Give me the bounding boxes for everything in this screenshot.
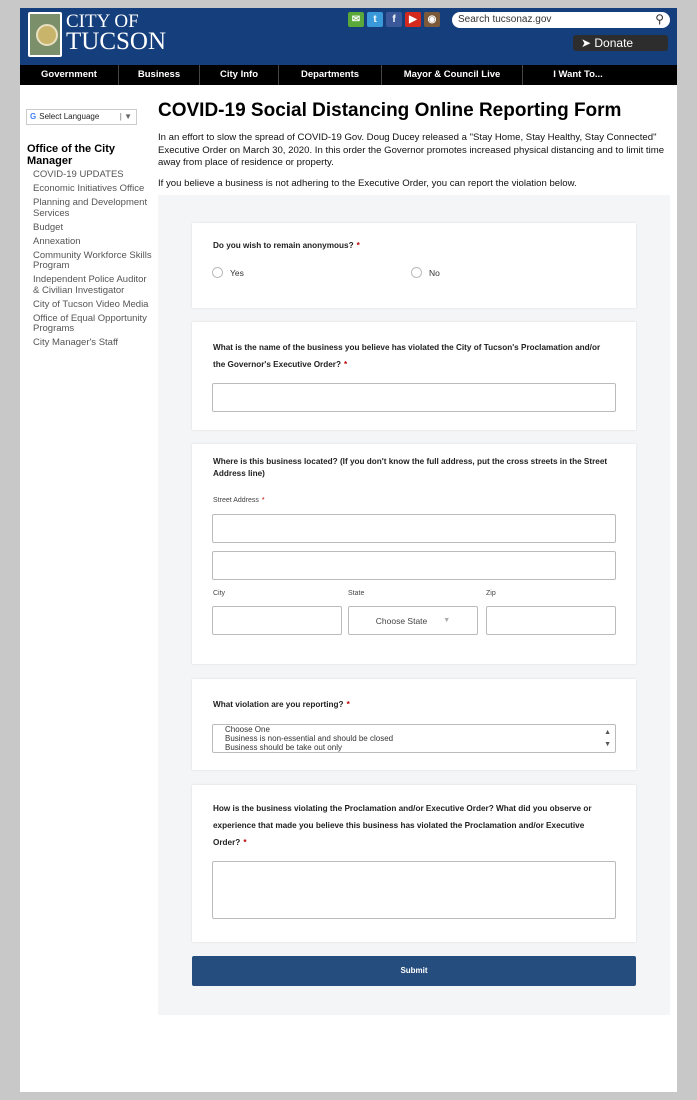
twitter-icon[interactable]: t — [367, 12, 383, 27]
search-input[interactable]: Search tucsonaz.gov ⚲ — [452, 12, 670, 28]
language-select[interactable]: G Select Language | ▼ — [26, 109, 137, 125]
chevron-right-icon: ➤ — [581, 36, 595, 50]
description-textarea[interactable] — [212, 861, 616, 919]
anonymous-question: Do you wish to remain anonymous? — [213, 241, 354, 250]
intro-text-2: If you believe a business is not adhering to the Executive Order, you can report the violation below. — [158, 178, 577, 189]
scrollbar-arrows-icon[interactable]: ▲ ▼ — [604, 729, 611, 748]
location-question: Where is this business located? (If you don't know the full address, put the cross streets in the Street Address line) — [213, 457, 608, 478]
sidebar-item-annexation[interactable]: Annexation — [33, 235, 81, 247]
report-form — [158, 195, 670, 1015]
chevron-down-icon: ▼ — [443, 617, 451, 624]
sidebar-item-economic-initiatives[interactable]: Economic Initiatives Office — [33, 183, 145, 194]
search-icon[interactable]: ⚲ — [655, 12, 664, 26]
street-address-input[interactable] — [212, 514, 616, 543]
site-header — [20, 8, 677, 65]
sidebar-item-video-media[interactable]: City of Tucson Video Media — [33, 298, 149, 310]
violation-listbox[interactable] — [212, 724, 616, 753]
sidebar-item-workforce[interactable]: Community Workforce Skills Program — [33, 249, 152, 271]
submit-button[interactable]: Submit — [192, 956, 636, 986]
nav-mayor-council-live[interactable]: Mayor & Council Live — [382, 65, 523, 85]
business-name-input[interactable] — [212, 383, 616, 412]
nav-government[interactable]: Government — [20, 65, 119, 85]
location-card: Where is this business located? (If you don't know the full address, put the cross streets in the Street Address line) Street Address * City State Zip Choose State ▼ — [192, 444, 636, 664]
anonymous-card: Do you wish to remain anonymous? * Yes No — [192, 223, 636, 308]
option[interactable]: Choose One — [225, 725, 270, 734]
radio-yes[interactable]: Yes — [212, 267, 244, 278]
city-seal-logo[interactable] — [28, 12, 62, 57]
sidebar-item-covid-updates[interactable]: COVID-19 UPDATES — [33, 169, 124, 180]
social-links — [348, 12, 440, 27]
nav-i-want-to[interactable]: I Want To... — [553, 69, 603, 80]
donate-button[interactable]: ➤ Donate — [573, 35, 668, 51]
dropdown-arrow-icon: | ▼ — [119, 112, 132, 121]
instagram-icon[interactable]: ◉ — [424, 12, 440, 27]
youtube-icon[interactable]: ▶ — [405, 12, 421, 27]
page-title: COVID-19 Social Distancing Online Reporting Form — [158, 100, 622, 121]
sidebar-item-equal-opportunity[interactable]: Office of Equal Opportunity Programs — [33, 312, 147, 334]
option[interactable]: Business should be take out only — [225, 743, 342, 752]
description-card: How is the business violating the Proclamation and/or Executive Order? What did you observe or experience that made you believe this business has violated the Proclamation and/or Executive Order? * — [192, 785, 636, 942]
state-select[interactable]: Choose State ▼ — [348, 606, 478, 635]
business-name-question: What is the name of the business you believe has violated the City of Tucson's Proclamation and/or the Governor's Executive Order? — [213, 343, 601, 369]
sidebar-item-budget[interactable]: Budget — [33, 221, 64, 233]
page — [20, 8, 677, 1092]
sidebar-item-staff[interactable]: City Manager's Staff — [33, 337, 119, 348]
city-logo-text[interactable]: CITY OF TUCSON — [66, 11, 167, 55]
nav-business[interactable]: Business — [119, 65, 200, 85]
facebook-icon[interactable]: f — [386, 12, 402, 27]
option[interactable]: Business is non-essential and should be closed — [225, 734, 394, 743]
violation-card: What violation are you reporting? * Choose One Business is non-essential and should be closed Business should be take out only ▲ ▼ — [192, 679, 636, 770]
intro-text: In an effort to slow the spread of COVID-19 Gov. Doug Ducey released a "Stay Home, Stay Healthy, Stay Connected" Executive Order on March 30, 2020. In this order the Governor promotes increased physical distancing and to limit time away from place of residence or property. — [158, 132, 665, 168]
nav-city-info[interactable]: City Info — [200, 65, 279, 85]
sidebar-item-police-auditor[interactable]: Independent Police Auditor & Civilian Investigator — [33, 274, 147, 296]
email-icon[interactable]: ✉ — [348, 12, 364, 27]
city-input[interactable] — [212, 606, 342, 635]
radio-no[interactable]: No — [411, 267, 440, 278]
business-name-card: What is the name of the business you believe has violated the City of Tucson's Proclamation and/or the Governor's Executive Order? * — [192, 322, 636, 430]
sidebar-title: Office of the City Manager — [27, 143, 116, 167]
violation-question: What violation are you reporting? — [213, 700, 344, 709]
street-address-line2-input[interactable] — [212, 551, 616, 580]
main-nav — [20, 65, 677, 85]
sidebar-item-planning[interactable]: Planning and Development Services — [33, 197, 148, 219]
description-question: How is the business violating the Proclamation and/or Executive Order? What did you observe or experience that made you believe this business has violated the Proclamation and/or Executive Order? — [213, 804, 592, 847]
google-icon: G — [30, 112, 37, 121]
nav-departments[interactable]: Departments — [279, 65, 382, 85]
zip-input[interactable] — [486, 606, 616, 635]
sidebar-nav — [33, 170, 153, 352]
